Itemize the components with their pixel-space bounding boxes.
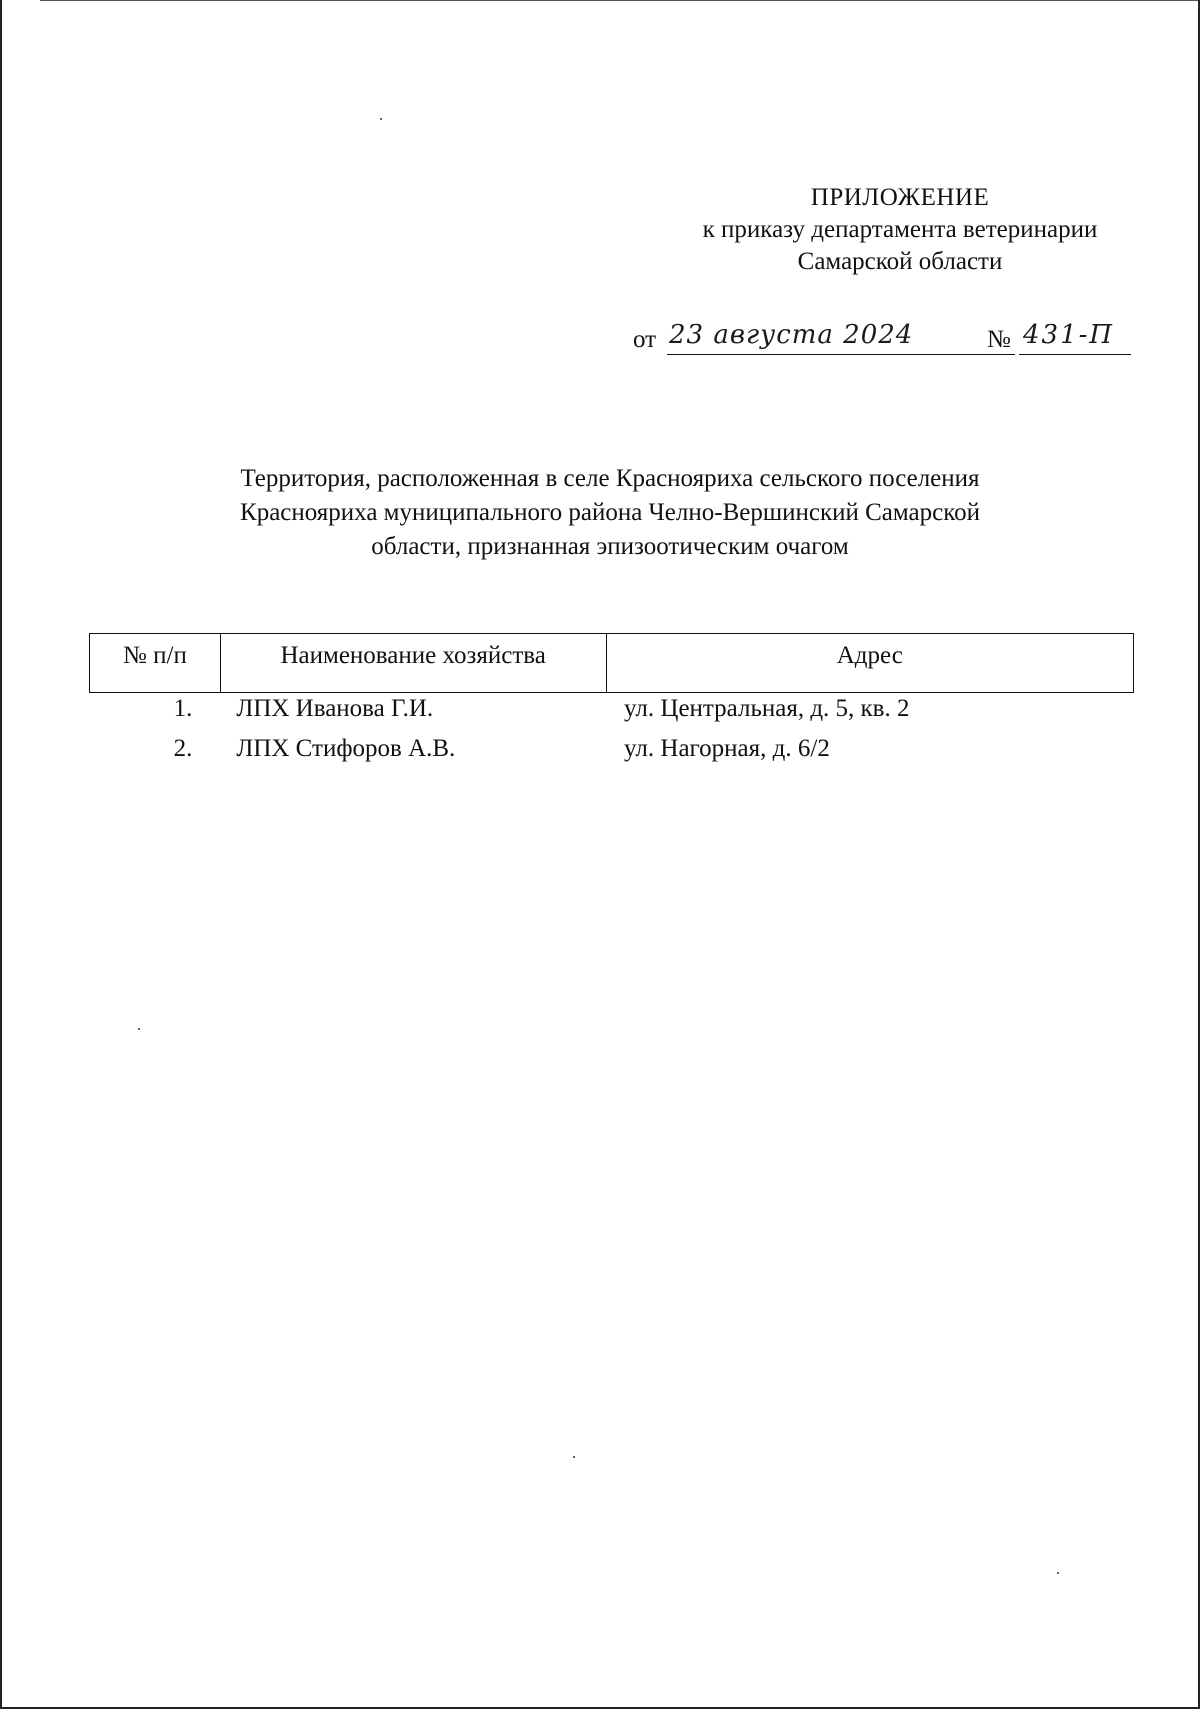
row-number: 1. xyxy=(173,695,193,722)
title-line-3: области, признанная эпизоотическим очагом xyxy=(371,533,849,560)
header-address: Адрес xyxy=(606,634,1133,693)
scan-speck xyxy=(1057,1572,1059,1574)
scan-edge-top xyxy=(40,0,1200,1)
appendix-line-order: к приказу департамента ветеринарии xyxy=(702,216,1098,243)
scan-edge-left xyxy=(0,0,2,1709)
order-date-handwritten: 23 августа 2024 xyxy=(669,320,914,350)
farms-table xyxy=(89,633,1134,773)
order-from-label: от xyxy=(633,326,657,353)
order-number-handwritten: 431-П xyxy=(1023,320,1115,350)
document-title xyxy=(180,462,1040,564)
appendix-header xyxy=(660,182,1140,278)
row-number: 2. xyxy=(173,735,193,762)
row-address: ул. Центральная, д. 5, кв. 2 xyxy=(624,695,910,722)
row-farm-name: ЛПХ Стифоров А.В. xyxy=(236,735,456,762)
table-row xyxy=(90,733,1134,773)
row-address: ул. Нагорная, д. 6/2 xyxy=(624,735,830,762)
title-line-2: Краснояриха муниципального района Челно-Вершинский Самарской xyxy=(240,499,980,526)
scan-speck xyxy=(138,1028,140,1030)
header-number: № п/п xyxy=(90,634,221,693)
table-header-row xyxy=(90,634,1134,693)
appendix-line-region: Самарской области xyxy=(797,248,1003,275)
table-row xyxy=(90,693,1134,734)
header-farm-name: Наименование хозяйства xyxy=(220,634,606,693)
row-farm-name: ЛПХ Иванова Г.И. xyxy=(236,695,434,722)
scan-speck xyxy=(380,118,382,120)
scan-speck xyxy=(573,1456,575,1458)
title-line-1: Территория, расположенная в селе Краснояриха сельского поселения xyxy=(240,465,980,492)
appendix-heading: ПРИЛОЖЕНИЕ xyxy=(810,184,990,211)
order-number-label: № xyxy=(987,326,1011,353)
order-dateline xyxy=(633,322,1153,362)
